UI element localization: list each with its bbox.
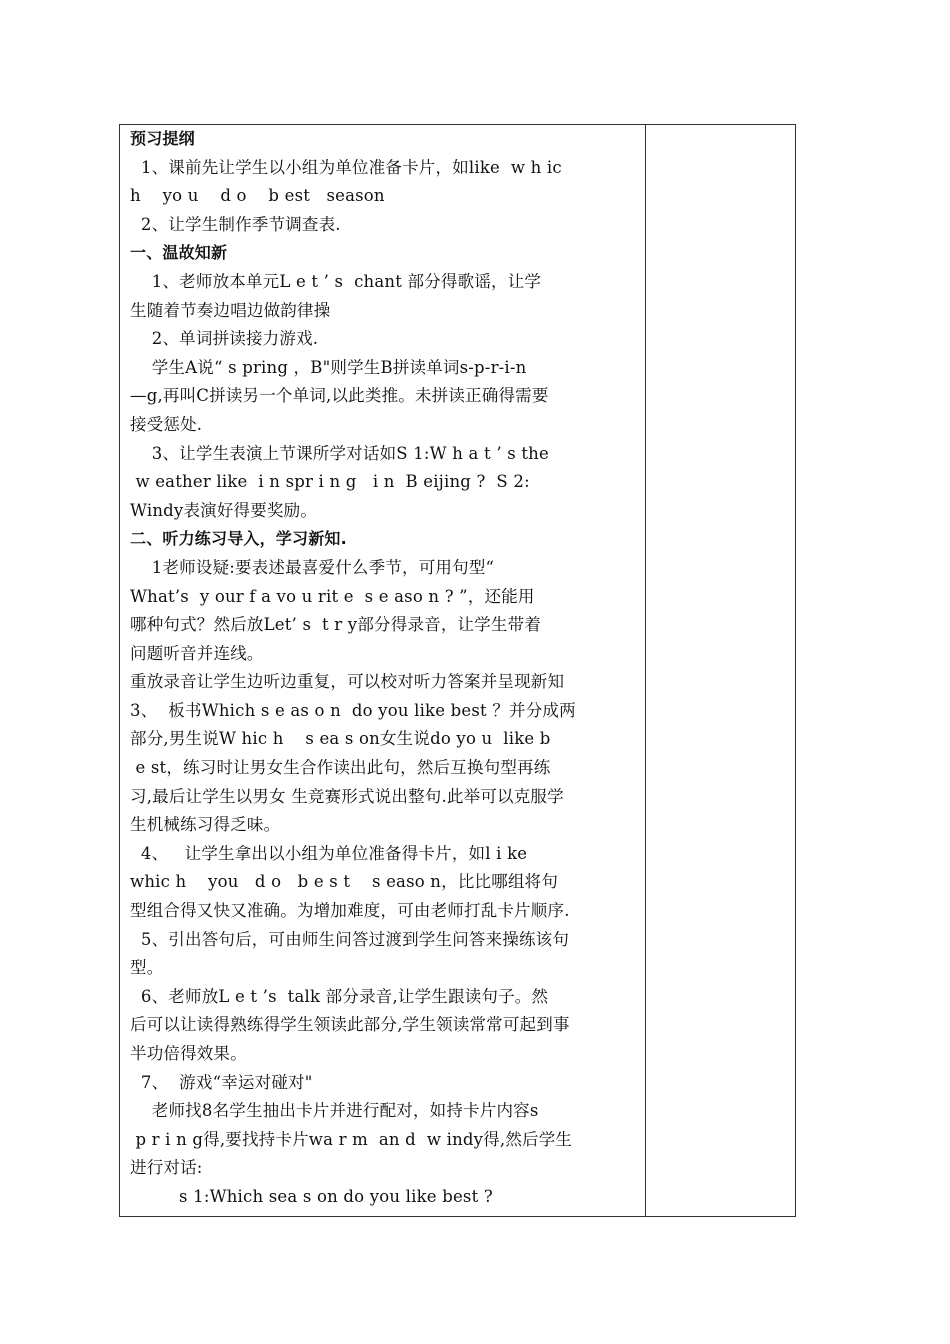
- text-line: —g,再叫C拼读另一个单词,以此类推。未拼读正确得需要: [130, 386, 549, 406]
- section-heading: 二、听力练习导入，学习新知.: [130, 529, 347, 549]
- text-line: s 1:Which sea s on do you like best ?: [130, 1186, 493, 1206]
- text-line: 6、老师放L e t ’s talk 部分录音,让学生跟读句子。然: [130, 986, 549, 1006]
- text-line: 7、 游戏“幸运对碰对": [130, 1072, 313, 1092]
- text-line: whic h you d o b e s t s easo n，比比哪组将句: [130, 872, 559, 892]
- text-line: 型。: [130, 958, 164, 978]
- text-line: 学生A说“ s pring ，B"则学生B拼读单词s-p-r-i-n: [130, 357, 527, 377]
- text-line: h yo u d o b est season: [130, 186, 385, 206]
- text-line: 部分,男生说W hic h s ea s on女生说do yo u like b: [130, 729, 551, 749]
- lesson-table: [119, 124, 796, 1217]
- section-heading: 一、温故知新: [130, 243, 228, 263]
- text-line: What’s y our f a vo u rit e s e aso n ? ”，还能用: [130, 586, 535, 606]
- text-line: 后可以让读得熟练得学生领读此部分,学生领读常常可起到事: [130, 1015, 570, 1035]
- text-line: 5、引出答句后，可由师生问答过渡到学生问答来操练该句: [130, 929, 570, 949]
- text-line: 型组合得又快又准确。为增加难度，可由老师打乱卡片顺序.: [130, 901, 570, 921]
- section-heading: 预习提纲: [130, 129, 195, 148]
- text-line: 接受惩处.: [130, 414, 203, 434]
- text-line: 哪种句式？然后放Let’ s t r y部分得录音，让学生带着: [130, 615, 542, 635]
- text-line: 老师找8名学生抽出卡片并进行配对，如持卡片内容s: [130, 1101, 539, 1121]
- text-line: 3、 板书Which s e as o n do you like best ？并分成两: [130, 700, 576, 720]
- text-line: 3、让学生表演上节课所学对话如S 1:W h a t ’ s the: [130, 443, 549, 463]
- text-line: 半功倍得效果。: [130, 1044, 247, 1063]
- lesson-content-cell: [130, 125, 640, 1212]
- text-line: 1、老师放本单元L e t ’ s chant 部分得歌谣，让学: [130, 271, 542, 291]
- text-line: 进行对话:: [130, 1158, 203, 1178]
- text-line: Windy表演好得要奖励。: [130, 500, 318, 520]
- text-line: 1、课前先让学生以小组为单位准备卡片，如like w h ic: [130, 157, 562, 177]
- text-line: 习,最后让学生以男女 生竞赛形式说出整句.此举可以克服学: [130, 786, 564, 806]
- text-line: 2、让学生制作季节调查表.: [130, 214, 341, 234]
- notes-cell: [646, 125, 795, 1216]
- text-line: w eather like i n spr i n g i n B eijing ? S 2:: [130, 472, 530, 492]
- text-line: 2、单词拼读接力游戏.: [130, 329, 319, 349]
- text-line: 生随着节奏边唱边做韵律操: [130, 300, 331, 320]
- text-line: e st，练习时让男女生合作读出此句，然后互换句型再练: [130, 758, 551, 778]
- text-line: 生机械练习得乏味。: [130, 815, 281, 835]
- text-line: p r i n g得,要找持卡片wa r m an d w indy得,然后学生: [130, 1129, 573, 1149]
- text-line: 1老师设疑:要表述最喜爱什么季节，可用句型“: [130, 557, 495, 577]
- text-line: 重放录音让学生边听边重复，可以校对听力答案并呈现新知: [130, 672, 565, 692]
- text-line: 问题听音并连线。: [130, 643, 264, 663]
- text-line: 4、 让学生拿出以小组为单位准备得卡片，如l i ke: [130, 843, 528, 863]
